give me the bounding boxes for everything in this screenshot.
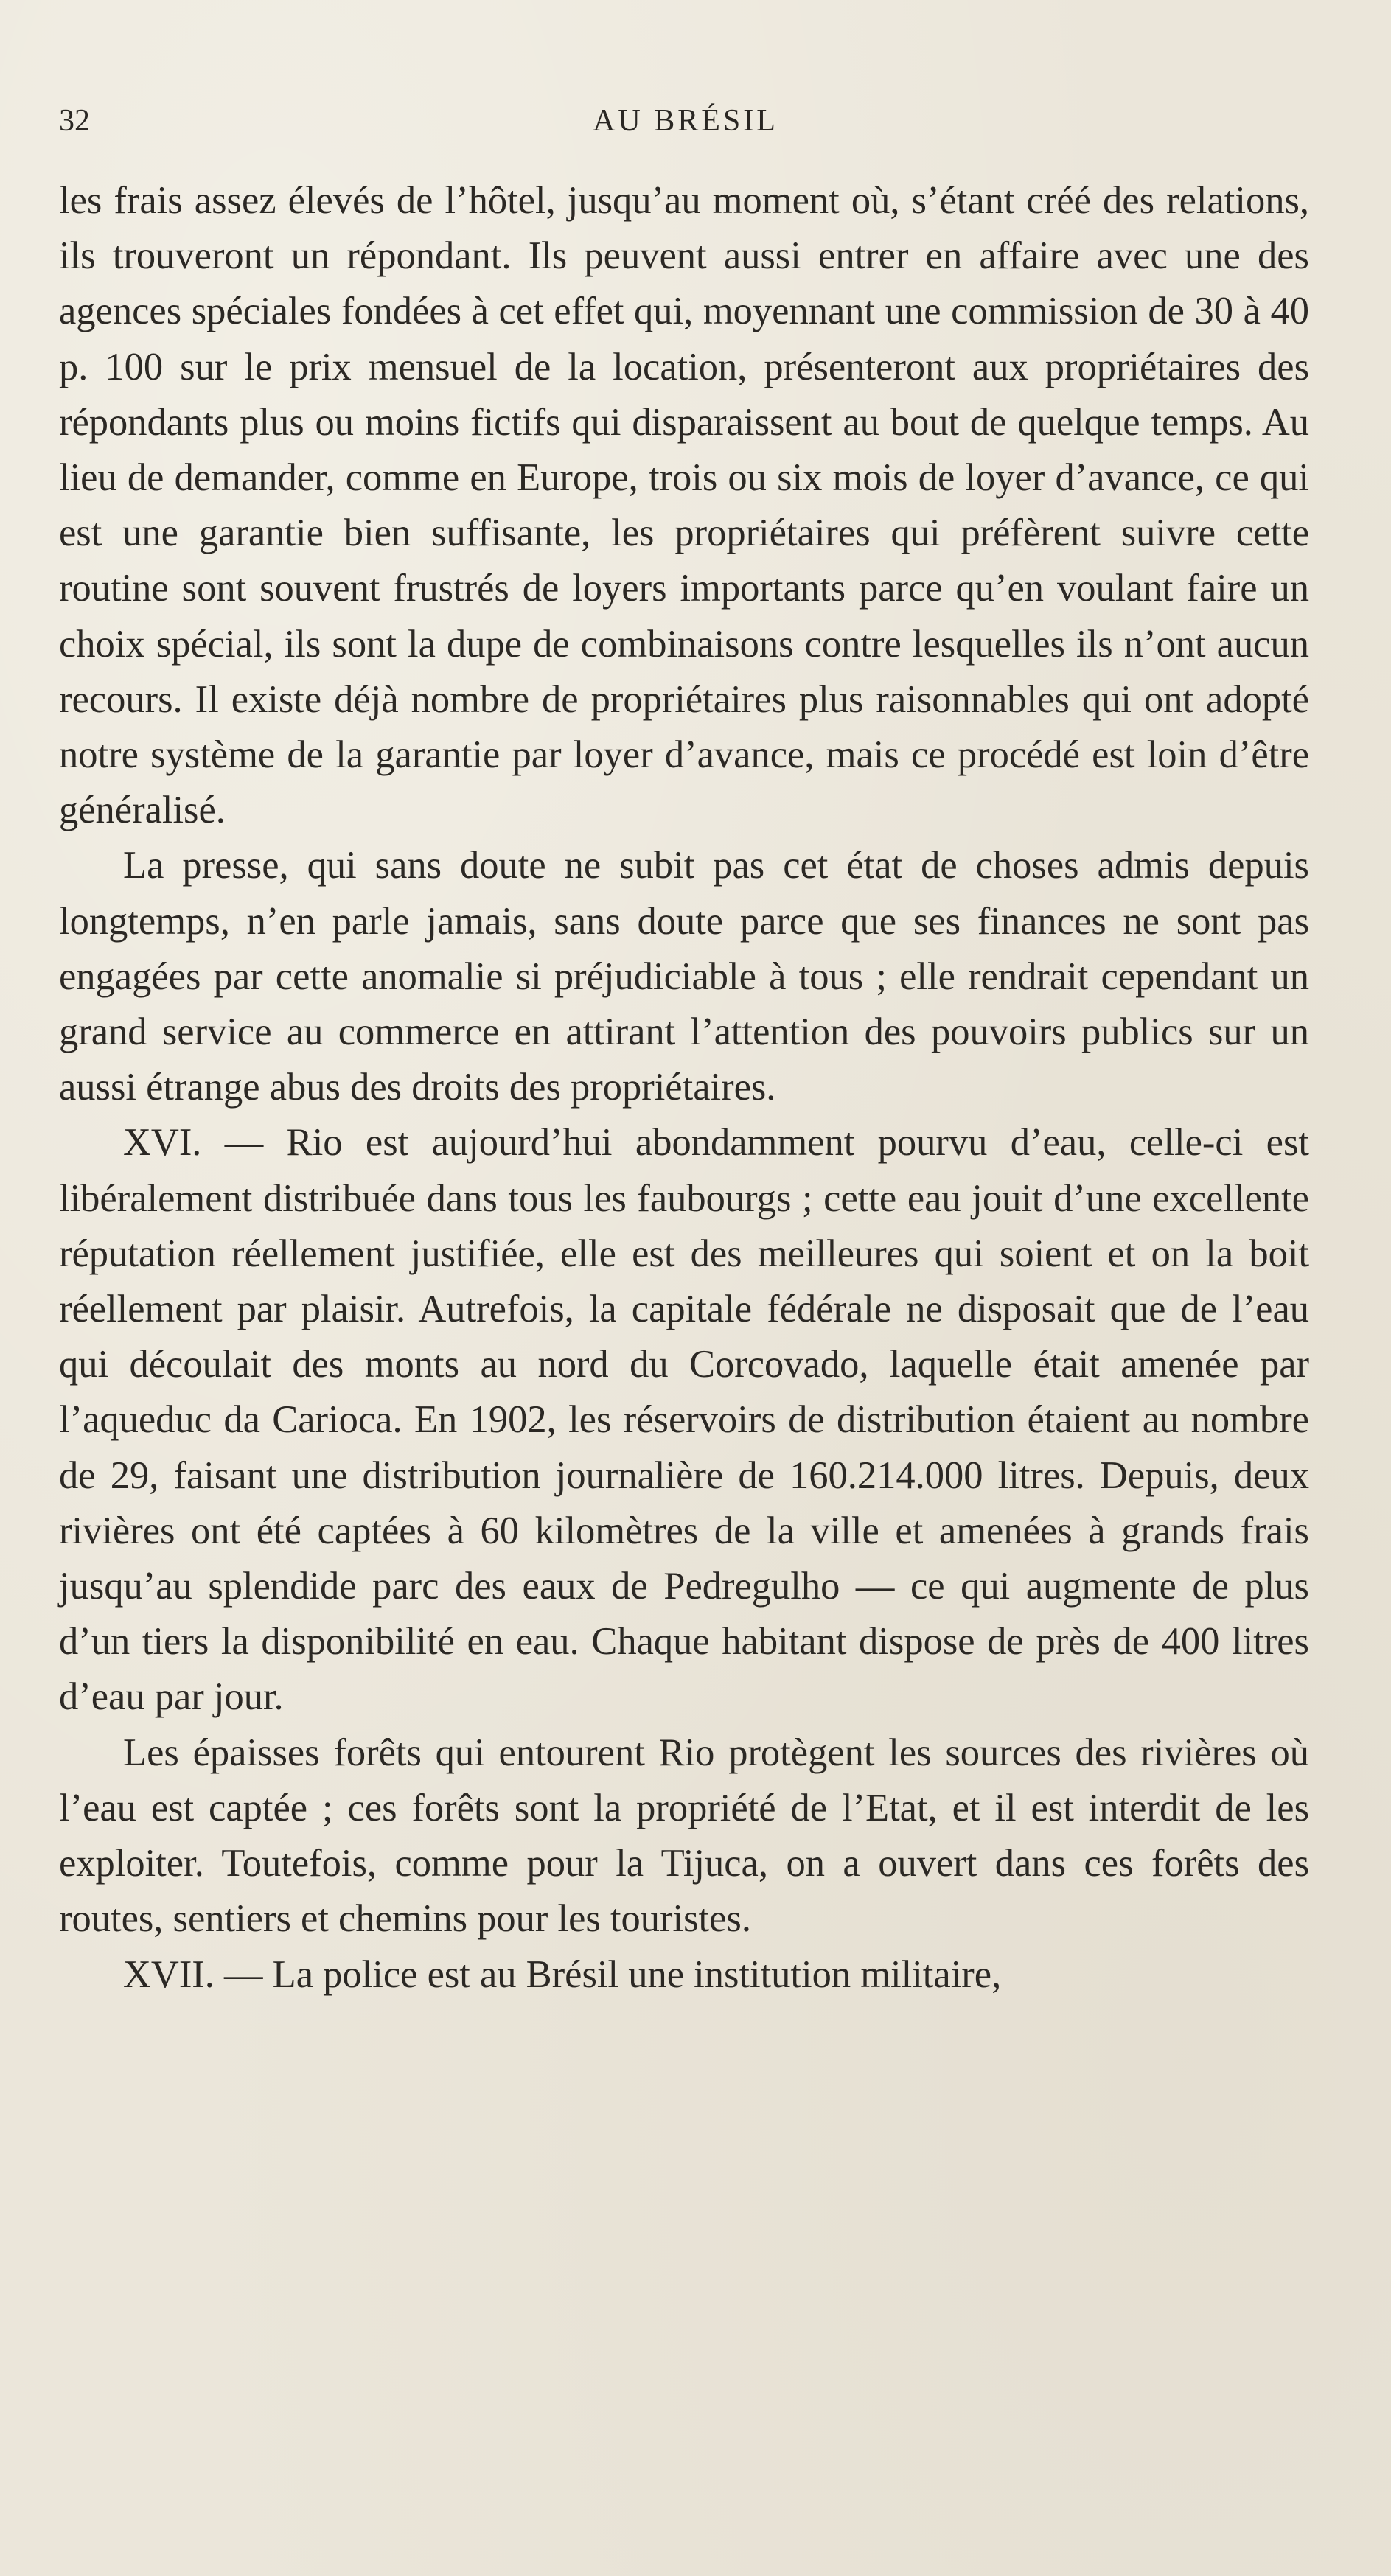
section-xvi-water-supply: XVI. — Rio est aujourd’hui abondamment pourvu d’eau, celle-ci est libéralement distribuée dans tous les faubourgs ; cette eau jouit d’une excellente réputation réellement justifiée, elle est des meilleures qui soient et on la boit réellement par plaisir. Autrefois, la capitale fédérale ne disposait que de l’eau qui découlait des monts au nord du Corcovado, laquelle était amenée par l’aqueduc da Carioca. En 1902, les réservoirs de distribution étaient au nombre de 29, faisant une distribution journalière de 160.214.000 litres. Depuis, deux rivières ont été captées à 60 kilomètres de la ville et amenées à grands frais jusqu’au splendide parc des eaux de Pedregulho — ce qui augmente de plus d’un tiers la disponibilité en eau. Chaque habitant dispose de près de 400 litres d’eau par jour. <box>59 1121 1309 1719</box>
running-head <box>59 103 1312 147</box>
running-title: AU BRÉSIL <box>593 104 778 138</box>
paragraph-forests: Les épaisses forêts qui entourent Rio protègent les sources des rivières où l’eau est captée ; ces forêts sont la propriété de l’Etat, et il est interdit de les exploiter. Toutefois, comme pour la Tijuca, on a ouvert dans ces forêts des routes, sentiers et chemins pour les touristes. <box>59 1731 1309 1941</box>
page-number: 32 <box>59 104 90 138</box>
paragraph-press: La presse, qui sans doute ne subit pas cet état de choses admis depuis longtemps, n’en parle jamais, sans doute parce que ses finances ne sont pas engagées par cette anomalie si préjudiciable à tous ; elle rendrait cependant un grand service au commerce en attirant l’attention des pouvoirs publics sur un aussi étrange abus des droits des propriétaires. <box>59 844 1309 1109</box>
paragraph-continued: les frais assez élevés de l’hôtel, jusqu’au moment où, s’étant créé des relations, ils trouveront un répondant. Ils peuvent aussi entrer en affaire avec une des agences spéciales fondées à cet effet qui, moyennant une commission de 30 à 40 p. 100 sur le prix mensuel de la location, présenteront aux propriétaires des répondants plus ou moins fictifs qui disparaissent au bout de quelque temps. Au lieu de demander, comme en Europe, trois ou six mois de loyer d’avance, ce qui est une garantie bien suffisante, les propriétaires qui préfèrent suivre cette routine sont souvent frustrés de loyers importants parce qu’en voulant faire un choix spécial, ils sont la dupe de combinaisons contre lesquelles ils n’ont aucun recours. Il existe déjà nombre de propriétaires plus raisonnables qui ont adopté notre système de la garantie par loyer d’avance, mais ce procédé est loin d’être généralisé. <box>59 179 1309 832</box>
section-xvii-police: XVII. — La police est au Brésil une institution militaire, <box>123 1952 1002 1996</box>
body-text <box>59 173 1309 2003</box>
